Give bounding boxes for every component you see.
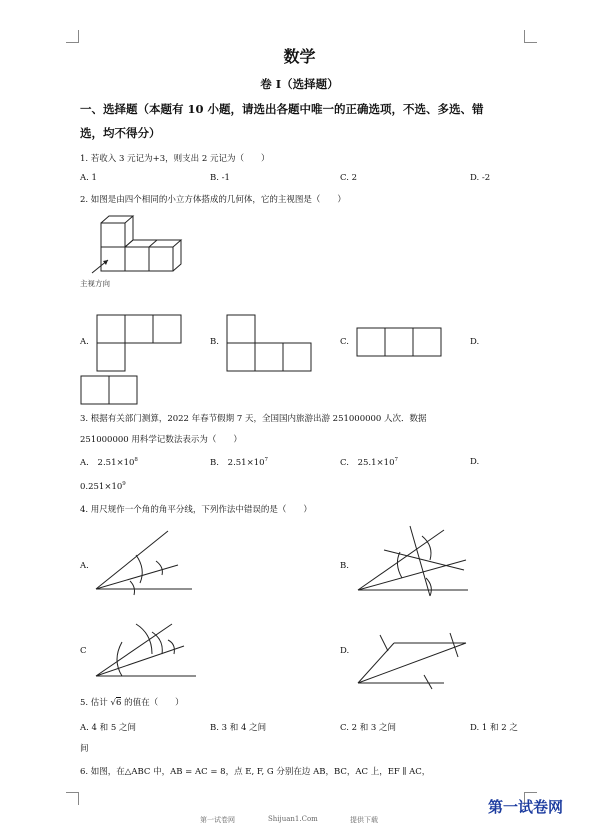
view-direction-caption: 主视方向 xyxy=(80,279,110,288)
q3-option-a-exponent: 8 xyxy=(134,457,138,463)
q3-option-c-exponent: 7 xyxy=(394,457,398,463)
paper-subtitle: 卷 I（选择题） xyxy=(260,77,339,91)
question-2-text: 2. 如图是由四个相同的小立方体搭成的几何体，它的主视图是（ ） xyxy=(80,195,346,205)
q3-option-b-exponent: 7 xyxy=(264,457,269,463)
sqrt-radicand: 6 xyxy=(115,698,122,708)
cube-solid-figure xyxy=(90,215,200,275)
q2-option-a: A. xyxy=(80,337,89,347)
q1-option-d: D. -2 xyxy=(470,173,491,183)
q4-option-b-figure xyxy=(354,520,474,600)
q4-option-a: A. xyxy=(80,561,89,571)
q3-option-b xyxy=(210,457,268,468)
corner-mark-bottom-left xyxy=(66,792,79,805)
brand-logo-text: 第一试卷网 xyxy=(488,798,564,816)
q4-option-d: D. xyxy=(340,646,350,656)
q4-option-c-figure xyxy=(92,610,202,690)
question-5-prefix: 5. 估计 xyxy=(80,698,108,708)
q5-option-b: B. 3 和 4 之间 xyxy=(210,723,267,733)
section-heading-line1: 一、选择题（本题有 10 小题，请选出各题中唯一的正确选项，不选、多选、错 xyxy=(80,102,484,116)
question-1-text: 1. 若收入 3 元记为+3，则支出 2 元记为（ ） xyxy=(80,154,270,164)
q2-option-b-figure xyxy=(226,314,316,374)
q3-option-a xyxy=(80,457,138,468)
q3-option-c-value: 25.1×10 xyxy=(357,457,395,468)
question-5-text xyxy=(80,696,184,708)
q1-option-a: A. 1 xyxy=(80,173,97,183)
question-3-line1: 3. 根据有关部门测算，2022 年春节假期 7 天，全国国内旅游出游 251000000 人次．数据 xyxy=(80,414,427,424)
q4-option-b: B. xyxy=(340,561,349,571)
q2-option-b: B. xyxy=(210,337,219,347)
q3-option-b-value: 2.51×10 xyxy=(227,457,265,468)
question-3-line2: 251000000 用科学记数法表示为（ ） xyxy=(80,435,242,445)
q1-option-c: C. 2 xyxy=(340,173,358,183)
q2-option-c-figure xyxy=(356,327,446,359)
q3-option-a-value: 2.51×10 xyxy=(97,457,135,468)
question-4-text: 4. 用尺规作一个角的角平分线，下列作法中错误的是（ ） xyxy=(80,505,312,515)
q3-option-d-label: D. xyxy=(470,457,480,467)
q5-option-c: C. 2 和 3 之间 xyxy=(340,723,397,733)
footer-site-url[interactable]: Shijuan1.Com xyxy=(268,815,318,823)
q4-option-a-figure xyxy=(92,525,202,595)
q2-option-d: D. xyxy=(470,337,480,347)
section-heading-line2: 选，均不得分） xyxy=(80,126,161,140)
question-6-text: 6. 如图，在△ABC 中，AB = AC = 8，点 E, F, G 分别在边 AB，BC，AC 上，EF ∥ AC， xyxy=(80,767,431,777)
q4-option-d-figure xyxy=(354,625,474,695)
q3-option-d xyxy=(80,481,126,492)
q5-option-d: D. 1 和 2 之 xyxy=(470,723,518,733)
q2-option-a-figure xyxy=(96,314,186,374)
corner-mark-top-left xyxy=(66,30,79,43)
q4-option-c: C xyxy=(80,646,87,656)
q3-option-b-label: B. xyxy=(210,457,219,468)
q2-option-c: C. xyxy=(340,337,349,347)
q1-option-b: B. -1 xyxy=(210,173,230,183)
q3-option-d-value: 0.251×10 xyxy=(80,481,123,492)
q3-option-d-exponent: 9 xyxy=(122,481,126,487)
page-title: 数学 xyxy=(283,47,316,66)
footer-download-note: 提供下载 xyxy=(350,816,378,824)
footer-site-name: 第一试卷网 xyxy=(200,816,235,824)
question-5-suffix: 的值在（ ） xyxy=(124,698,184,708)
q3-option-c xyxy=(340,457,398,468)
q5-option-a: A. 4 和 5 之间 xyxy=(80,723,136,733)
corner-mark-top-right xyxy=(524,30,537,43)
q3-option-a-label: A. xyxy=(80,457,89,468)
q3-option-c-label: C. xyxy=(340,457,349,468)
sqrt-symbol: √ xyxy=(110,698,116,708)
q5-option-d-continued: 间 xyxy=(80,744,89,754)
q2-option-d-figure xyxy=(80,375,140,407)
